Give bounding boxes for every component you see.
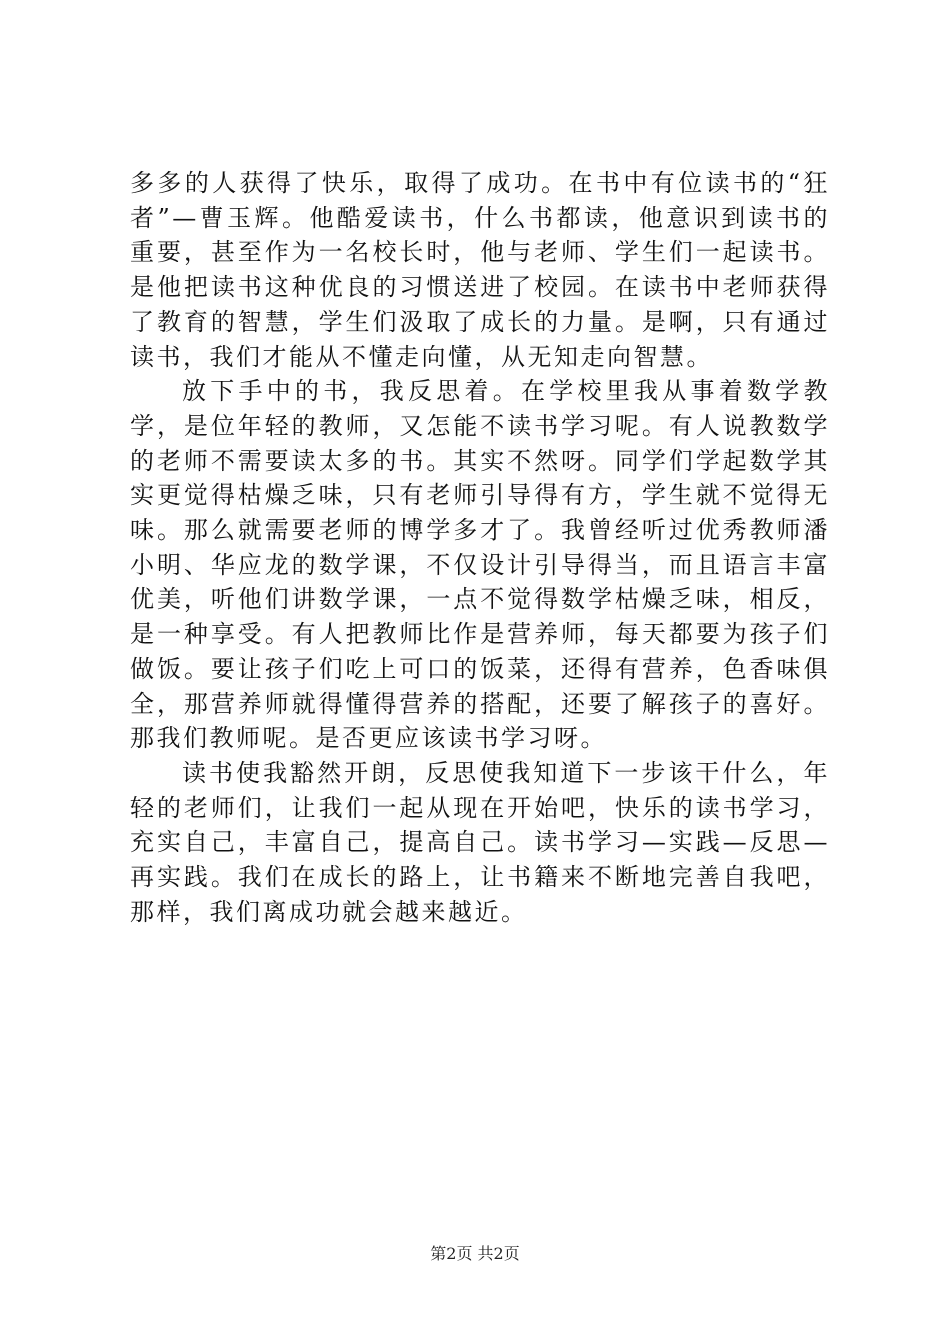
- body-text: [130, 166, 830, 929]
- page-footer: 第2页 共2页: [430, 1244, 520, 1263]
- paragraph-2: 放下手中的书，我反思着。在学校里我从事着数学教学，是位年轻的教师，又怎能不读书学习呢。有人说教数学的老师不需要读太多的书。其实不然呀。同学们学起数学其实更觉得枯燥乏味，只有老师引导得有方，学生就不觉得无味。那么就需要老师的博学多才了。我曾经听过优秀教师潘小明、华应龙的数学课，不仅设计引导得当，而且语言丰富优美，听他们讲数学课，一点不觉得数学枯燥乏味，相反，是一种享受。有人把教师比作是营养师，每天都要为孩子们做饭。要让孩子们吃上可口的饭菜，还得有营养，色香味俱全，那营养师就得懂得营养的搭配，还要了解孩子的喜好。那我们教师呢。是否更应该读书学习呀。: [130, 377, 830, 753]
- paragraph-1: 多多的人获得了快乐，取得了成功。在书中有位读书的“狂者”—曹玉辉。他酷爱读书，什么书都读，他意识到读书的重要，甚至作为一名校长时，他与老师、学生们一起读书。是他把读书这种优良的习惯送进了校园。在读书中老师获得了教育的智慧，学生们汲取了成长的力量。是啊，只有通过读书，我们才能从不懂走向懂，从无知走向智慧。: [130, 169, 830, 371]
- paragraph-3: 读书使我豁然开朗，反思使我知道下一步该干什么，年轻的老师们，让我们一起从现在开始吧，快乐的读书学习，充实自己，丰富自己，提高自己。读书学习—实践—反思—再实践。我们在成长的路上，让书籍来不断地完善自我吧，那样，我们离成功就会越来越近。: [130, 758, 830, 926]
